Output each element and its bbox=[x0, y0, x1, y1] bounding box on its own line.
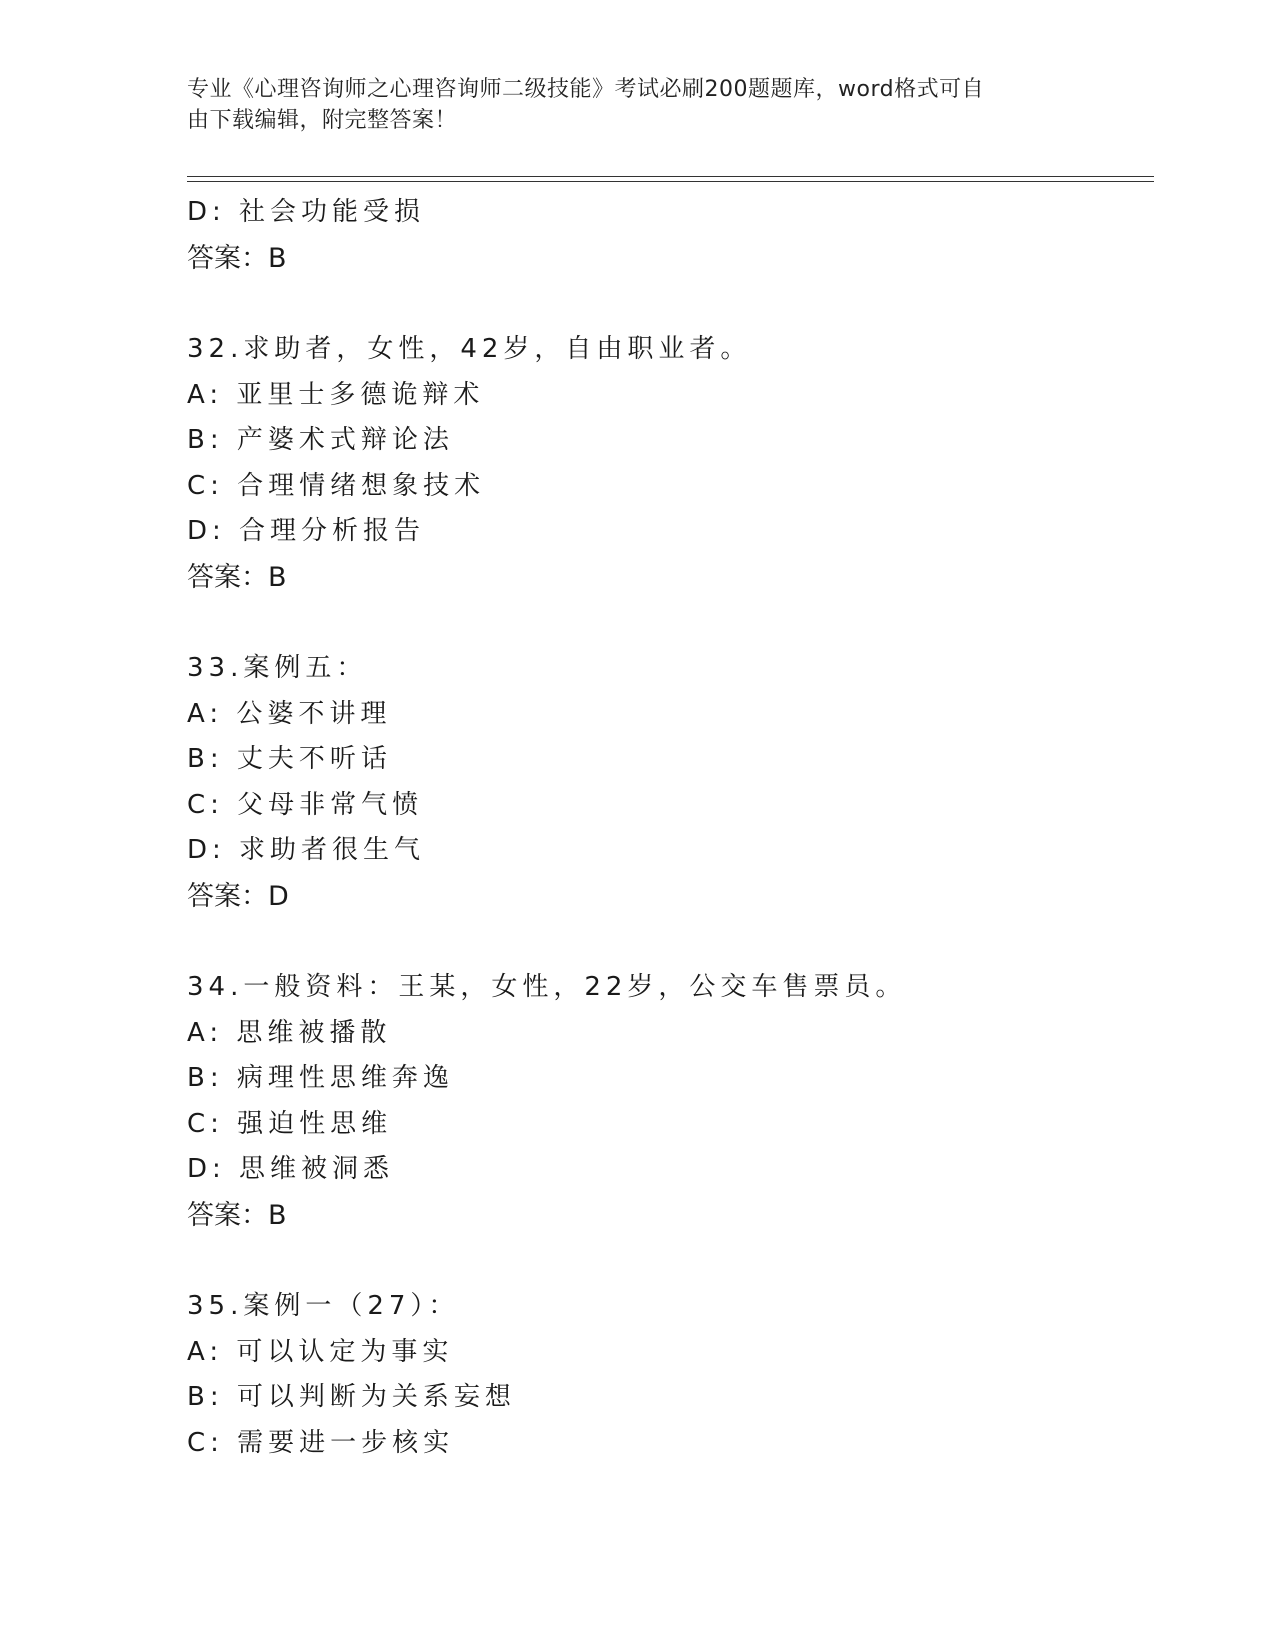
question-stem: 33.案例五： bbox=[187, 653, 368, 683]
question-stem: 35.案例一（27）： bbox=[187, 1291, 460, 1321]
option-a: A: 思维被播散 bbox=[187, 1017, 392, 1048]
option-a: A: 公婆不讲理 bbox=[187, 698, 392, 729]
header-divider-bottom bbox=[187, 181, 1154, 182]
option-a: A: 亚里士多德诡辩术 bbox=[187, 379, 485, 410]
option-c: C: 父母非常气愤 bbox=[187, 789, 424, 820]
question-35 bbox=[187, 1284, 1147, 1466]
question-34 bbox=[187, 965, 1147, 1238]
header-divider-top bbox=[187, 176, 1154, 177]
question-stem: 32.求助者，女性，42岁，自由职业者。 bbox=[187, 334, 752, 364]
question-stem: 34.一般资料：王某，女性，22岁，公交车售票员。 bbox=[187, 972, 907, 1002]
option-b: B: 可以判断为关系妄想 bbox=[187, 1382, 516, 1412]
option-a: A: 可以认定为事实 bbox=[187, 1336, 454, 1367]
header-line-1: 专业《心理咨询师之心理咨询师二级技能》考试必刷200题题库，word格式可自 bbox=[187, 77, 985, 102]
option-d: D: 思维被洞悉 bbox=[187, 1154, 395, 1184]
option-d: D: 求助者很生气 bbox=[187, 835, 426, 865]
option-c: C: 强迫性思维 bbox=[187, 1108, 393, 1139]
option-c: C: 需要进一步核实 bbox=[187, 1427, 455, 1458]
option-b: B: 病理性思维奔逸 bbox=[187, 1063, 454, 1093]
question-list bbox=[187, 190, 1147, 1466]
option-d: D: 社会功能受损 bbox=[187, 197, 426, 227]
document-header bbox=[187, 74, 1067, 136]
answer-line: 答案：D bbox=[187, 880, 289, 912]
option-b: B: 丈夫不听话 bbox=[187, 744, 392, 774]
header-line-2: 由下载编辑，附完整答案！ bbox=[187, 108, 458, 133]
answer-line: 答案：B bbox=[187, 1199, 287, 1231]
option-c: C: 合理情绪想象技术 bbox=[187, 470, 486, 501]
question-32 bbox=[187, 327, 1147, 600]
option-d: D: 合理分析报告 bbox=[187, 516, 426, 546]
answer-line: 答案：B bbox=[187, 242, 287, 274]
option-b: B: 产婆术式辩论法 bbox=[187, 425, 454, 455]
answer-line: 答案：B bbox=[187, 561, 287, 593]
question-33 bbox=[187, 646, 1147, 919]
